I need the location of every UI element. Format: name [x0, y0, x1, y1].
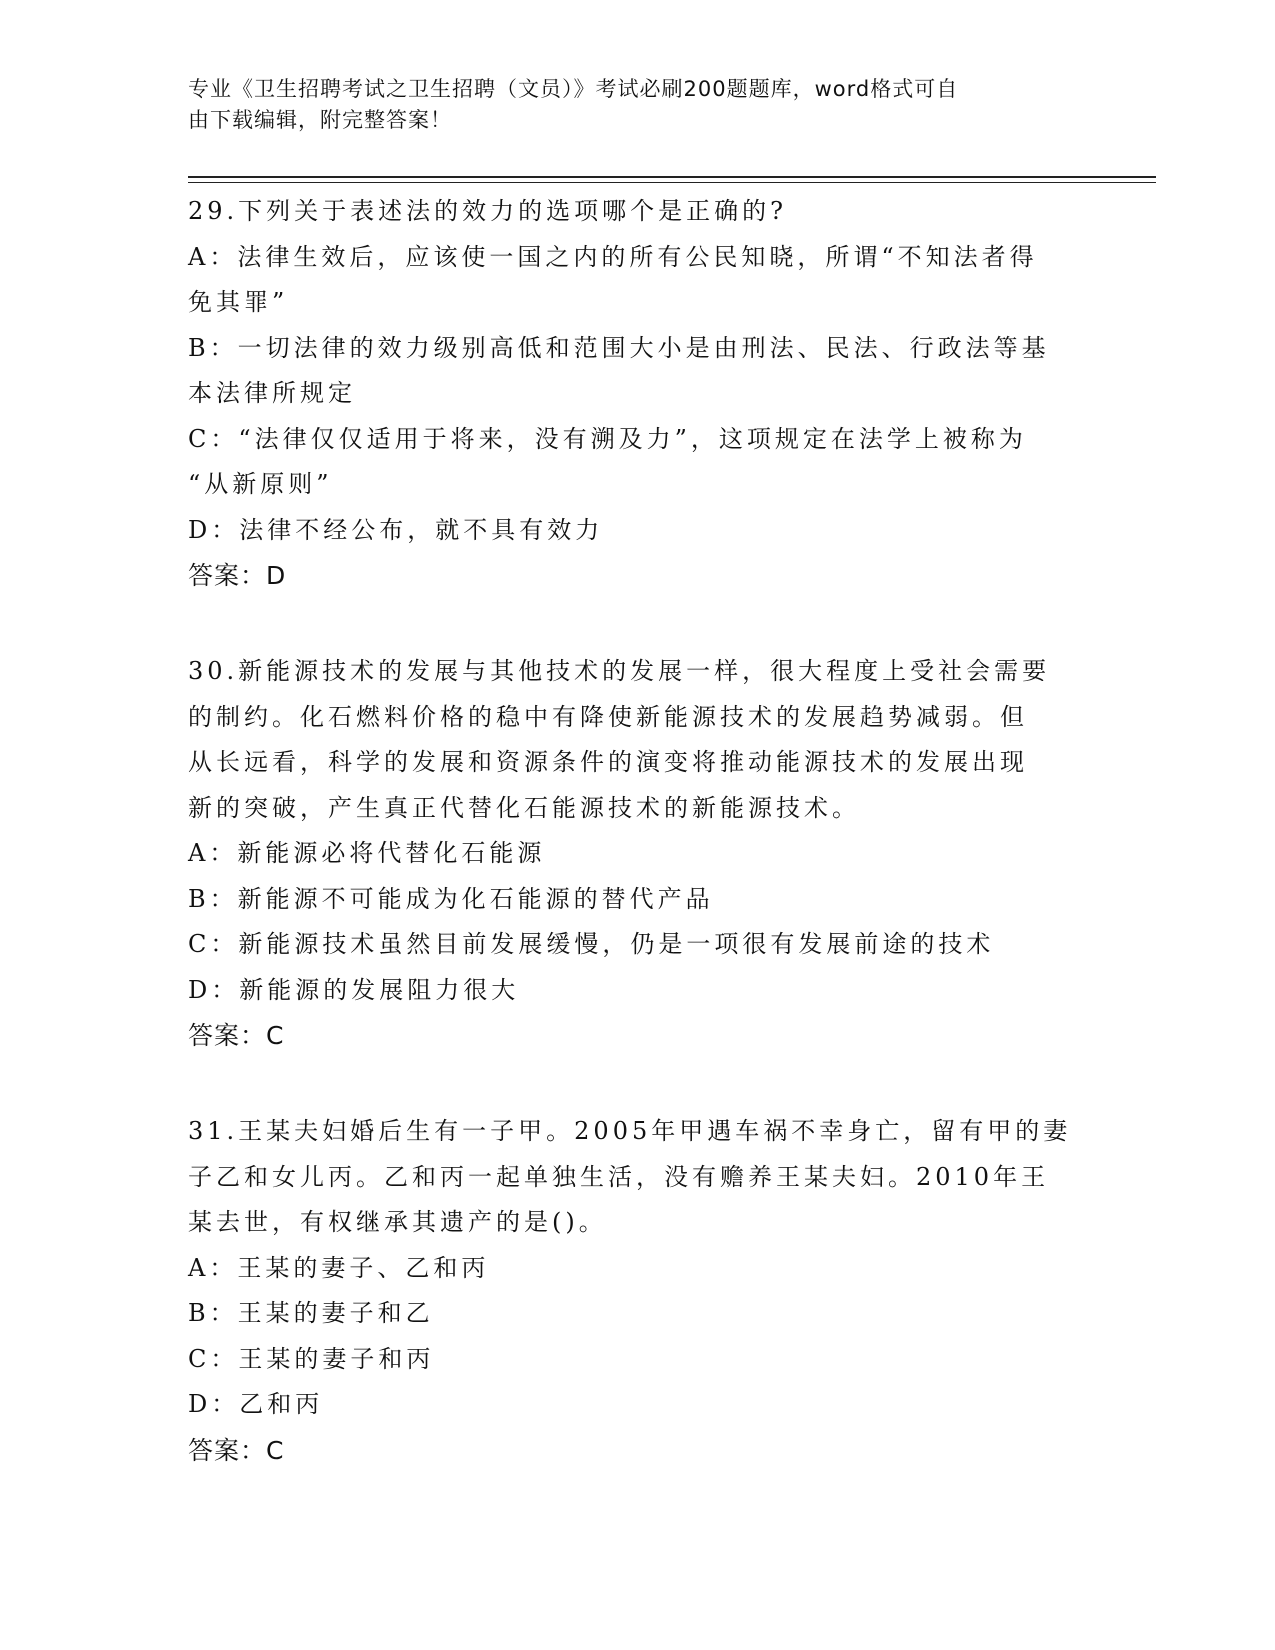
option-c-line: C：“法律仅仅适用于将来，没有溯及力”，这项规定在法学上被称为	[188, 424, 1027, 453]
option-c-line: C：新能源技术虽然目前发展缓慢，仍是一项很有发展前途的技术	[188, 930, 995, 958]
question-stem-line: 29.下列关于表述法的效力的选项哪个是正确的?	[188, 197, 788, 225]
option-b-line: B：王某的妻子和乙	[188, 1299, 434, 1327]
option-d-line: D：新能源的发展阻力很大	[188, 975, 520, 1004]
option-b-line: 本法律所规定	[188, 379, 356, 407]
question-item	[188, 1109, 1088, 1474]
header-line-2: 由下载编辑，附完整答案！	[188, 108, 452, 132]
question-stem-line: 从长远看，科学的发展和资源条件的演变将推动能源技术的发展出现	[188, 748, 1028, 776]
option-a-line: A：法律生效后，应该使一国之内的所有公民知晓，所谓“不知法者得	[188, 242, 1038, 271]
question-stem-line: 31.王某夫妇婚后生有一子甲。2005年甲遇车祸不幸身亡，留有甲的妻	[188, 1117, 1072, 1145]
question-list	[188, 189, 1088, 1524]
option-a-line: 免其罪”	[188, 288, 289, 316]
document-header	[188, 74, 1068, 136]
option-d-line: D：乙和丙	[188, 1390, 324, 1418]
question-stem-line: 子乙和女儿丙。乙和丙一起单独生活，没有赡养王某夫妇。2010年王	[188, 1162, 1050, 1191]
question-stem-line: 某去世，有权继承其遗产的是()。	[188, 1208, 607, 1236]
option-c-line: C：王某的妻子和丙	[188, 1344, 435, 1373]
option-b-line: B：一切法律的效力级别高低和范围大小是由刑法、民法、行政法等基	[188, 333, 1050, 362]
question-item	[188, 189, 1088, 599]
option-c-line: “从新原则”	[188, 470, 333, 498]
option-d-line: D：法律不经公布，就不具有效力	[188, 515, 604, 544]
question-stem-line: 30.新能源技术的发展与其他技术的发展一样，很大程度上受社会需要	[188, 657, 1051, 685]
header-divider-thick	[188, 176, 1156, 178]
answer-label: 答案：C	[188, 1435, 285, 1465]
option-a-line: A：王某的妻子、乙和丙	[188, 1253, 490, 1282]
option-a-line: A：新能源必将代替化石能源	[188, 839, 546, 867]
answer-label: 答案：D	[188, 561, 287, 590]
question-stem-line: 新的突破，产生真正代替化石能源技术的新能源技术。	[188, 793, 860, 822]
question-item	[188, 649, 1088, 1059]
question-stem-line: 的制约。化石燃料价格的稳中有降使新能源技术的发展趋势减弱。但	[188, 702, 1028, 731]
option-b-line: B：新能源不可能成为化石能源的替代产品	[188, 884, 714, 913]
answer-label: 答案：C	[188, 1021, 285, 1050]
header-line-1: 专业《卫生招聘考试之卫生招聘（文员）》考试必刷200题题库，word格式可自	[188, 77, 959, 101]
header-divider-thin	[188, 182, 1156, 183]
